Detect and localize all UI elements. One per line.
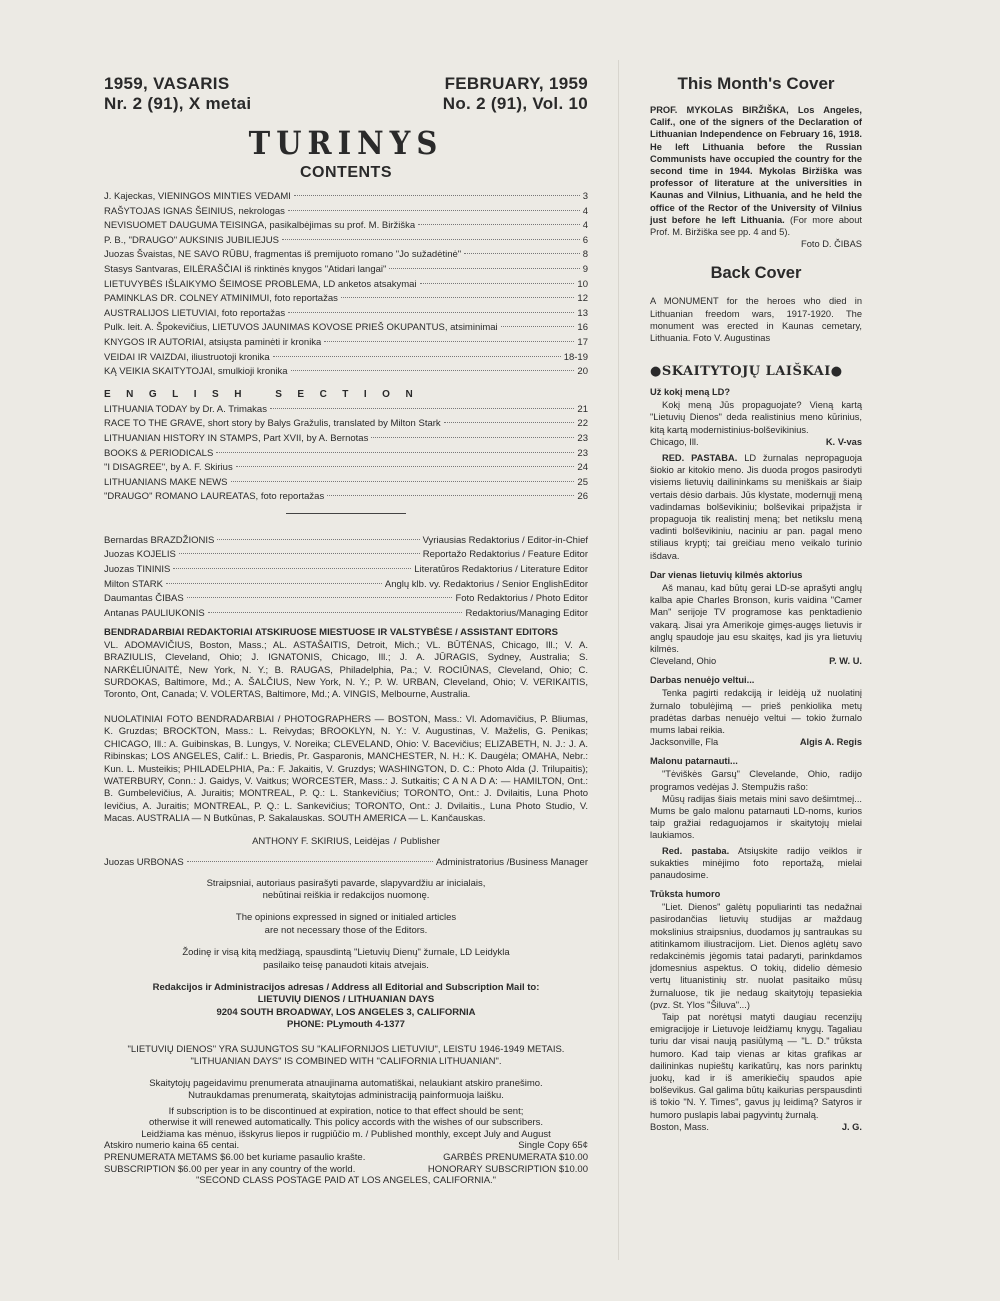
toc-entry-title: LITHUANIA TODAY by Dr. A. Trimakas (104, 403, 267, 415)
toc-entry-page: 4 (582, 205, 588, 217)
address-line: PHONE: PLymouth 4-1377 (287, 1019, 405, 1031)
dot-leader (324, 341, 574, 342)
editor-reply-label: Red. pastaba. (662, 845, 730, 856)
toc-entry-page: 4 (582, 220, 588, 232)
disclaimer-en-line: The opinions expressed in signed or initialed articles (235, 912, 457, 924)
assistant-editors-list: VL. ADOMAVIČIUS, Boston, Mass.; AL. ASTAŠAITIS, Detroit, Mich.; VL. BŪTĖNAS, Chicago, Ill.; V. A. BRAZIULIS, Cleveland, Ohio; J. IGNATONIS, Chicago, Ill.; J. A. JŪRAGIS, Sydney, Australia; S. NARKĖLIŪNAITĖ, New York, N. Y.; B. RAUGAS, Philadelphia, Pa.; V. ROCIŪNAS, Cleveland, Ohio; C. SURDOKAS, Baltimore, Md.; A. ŠALČIUS, New York, N. Y.; P. W. URBAN, Cleveland, Ohio; V. VERIKAITIS, Toronto, Ont, Canada; V. VOLERTAS, Baltimore, Md.; A. VINGIS, Melbourne, Australia. (104, 639, 588, 701)
single-copy-lt: Atskiro numerio kaina 65 centai. (104, 1140, 240, 1152)
address-line: Redakcijos ir Administracijos adresas / Address all Editorial and Subscription Mail to: (152, 981, 540, 993)
toc-entry-title: LITHUANIAN HISTORY IN STAMPS, Part XVII, by A. Bernotas (104, 432, 369, 444)
dot-leader (288, 210, 580, 211)
letter-place: Chicago, Ill. (650, 436, 699, 447)
toc-entry-title: NEVISUOMET DAUGUMA TEISINGA, pasikalbėjimas su prof. M. Biržiška (104, 220, 416, 232)
assistant-editors-heading: BENDRADARBIAI REDAKTORIAI ATSKIRUOSE MIESTUOSE IR VALSTYBĖSE / ASSISTANT EDITORS (104, 627, 558, 639)
toc-entry (104, 292, 588, 307)
toc-entry-title: P. B., "DRAUGO" AUKSINIS JUBILIEJUS (104, 234, 279, 246)
back-cover-photo-credit: Foto V. Augustinas (692, 333, 771, 344)
annual-en: SUBSCRIPTION $6.00 per year in any country of the world. (104, 1163, 356, 1175)
cover-description (650, 104, 862, 238)
toc-entry-page: 25 (577, 476, 588, 488)
letter-signature (650, 436, 862, 448)
letter-title: Trūksta humoro (650, 889, 721, 900)
rights-notice (104, 947, 588, 972)
dot-leader (341, 297, 575, 298)
back-cover-description: A MONUMENT for the heroes who died in Lithuanian freedom wars, 1917-1920. The monument was erected in Kaunas cemetary, Lithuania. (650, 296, 862, 344)
page-title: TURINYS (248, 124, 444, 162)
toc-entry-title: Pulk. leit. A. Špokevičius, LIETUVOS JAUNIMAS KOVOSE PRIEŠ OKUPANTUS, atsiminimai (104, 322, 498, 334)
toc-entry-page: 21 (577, 403, 588, 415)
english-section-heading: ENGLISH SECTION (104, 388, 429, 400)
honorary-lt: GARBĖS PRENUMERATA $10.00 (443, 1151, 588, 1163)
dot-leader (216, 452, 574, 453)
toc-entry (104, 336, 588, 351)
toc-entry (104, 190, 588, 205)
dot-leader (270, 408, 574, 409)
toc-entry (104, 278, 588, 293)
letter-body: Kokį meną Jūs propaguojate? Vieną kartą "Lietuvių Dienos" deda realistinius meno kūrinius, kitą kartą modernistinius-bolševikinius. (650, 400, 862, 435)
cover-note: (For more about Prof. M. Biržiška see pp. 4 and 5). (650, 214, 862, 238)
letter-signature (650, 655, 862, 667)
merger-line: "LITHUANIAN DAYS" IS COMBINED WITH "CALIFORNIA LITHUANIAN". (190, 1056, 502, 1067)
disclaimer-lt-line: nebūtinai reiškia ir redakcijos nuomonę. (262, 889, 430, 901)
photographers-list: NUOLATINIAI FOTO BENDRADARBIAI / PHOTOGRAPHERS — BOSTON, Mass.: Vl. Adomavičius, P. Bliumas, K. Gruzdas; BROCKTON, Mass.: L. Reivydas; BROOKLYN, N. Y.: V. Augustinas, V. Maželis, G. Penikas; CHICAGO, Ill.: A. Guibinskas, B. Lungys, V. Noreika; CLEVELAND, Ohio: V. Bacevičius; ELIZABETH, N. J.: J. A. Ribinskas; LOS ANGELES, Calif.: L. Briedis, Pr. Gasparonis, MANCHESTER, N. H.: K. Daugėla; OMAHA, Nebr.: Kun. L. Musteikis; PHILADELPHIA, Pa.: F. Jakaitis, V. Gruzdys; WASHINGTON, D. C.: Photo Alda (J. Trilupaitis); WATERBURY, Conn.: J. Gaidys, V. Vaitkus; WORCESTER, Mass.: J. Sutkaitis; C A N A D A: — HAMILTON, Ont.: B. Gumbelevičius, A. Juraitis; MONTREAL, P. Q.: L. Stankevičius; TORONTO, Ont.: J. Dvilaitis, Luna Photo Ievičius, A. Juraitis; MONTREAL, P. Q.: L. Sankevičius; TORONTO, Ont.: J. Dvilaitis., Luna Photo Studio, V. Macas. AUSTRALIA — N Butkūnas, P. Sakalauskas. SOUTH AMERICA — L. Kančauskas. (104, 713, 588, 825)
toc-entry (104, 417, 588, 432)
toc-entry-title: PAMINKLAS DR. COLNEY ATMINIMUI, foto reportažas (104, 293, 338, 305)
letter-author: P. W. U. (829, 656, 862, 667)
toc-entry-page: 13 (577, 307, 588, 319)
toc-entry-page: 10 (577, 278, 588, 290)
toc-entry (104, 351, 588, 366)
page-subtitle: CONTENTS (300, 164, 392, 181)
issue-number-en: No. 2 (91), Vol. 10 (442, 94, 588, 113)
toc-entry (104, 263, 588, 278)
letter-signature (650, 736, 862, 748)
toc-entry (104, 432, 588, 447)
toc-entry (104, 461, 588, 476)
dot-leader (166, 583, 382, 584)
issue-date-lt: 1959, VASARIS (104, 74, 230, 93)
letter-2 (650, 570, 862, 667)
address-line: 9204 SOUTH BROADWAY, LOS ANGELES 3, CALIFORNIA (216, 1006, 476, 1018)
dot-leader (187, 597, 453, 598)
toc-entry-title: KĄ VEIKIA SKAITYTOJAI, smulkioji kronika (104, 366, 288, 378)
toc-entry (104, 403, 588, 418)
rights-line: Žodinę ir visą kitą medžiagą, spausdintą "Lietuvių Dienų" žurnale, LD Leidykla (182, 947, 510, 959)
dot-leader (464, 253, 580, 254)
letter-place: Jacksonville, Fla (650, 737, 719, 748)
toc-entry-title: "I DISAGREE", by A. F. Skirius (104, 462, 233, 474)
business-manager-name: Juozas URBONAS (104, 856, 184, 868)
dot-leader (444, 422, 575, 423)
staff-role: Redaktorius/Managing Editor (465, 607, 588, 619)
staff-name: Juozas KOJELIS (104, 549, 176, 561)
toc-entry-page: 17 (577, 336, 588, 348)
subscription-line: otherwise it will renewed automatically. This policy accords with the wishes of our subscribers. (148, 1117, 544, 1129)
toc-entry-title: LITHUANIANS MAKE NEWS (104, 476, 228, 488)
publisher-name: ANTHONY F. SKIRIUS, Leidėjas (252, 835, 390, 847)
dot-leader (179, 553, 420, 554)
single-copy-en: Single Copy 65¢ (518, 1140, 588, 1152)
staff-role: Literatūros Redaktorius / Literature Editor (414, 564, 588, 576)
letter-author: J. G. (841, 1121, 862, 1132)
toc-entry (104, 321, 588, 336)
toc-entry-title: Juozas Švaistas, NE SAVO RŪBU, fragmentas iš premijuoto romano "Jo sužadėtinė" (104, 249, 462, 261)
business-manager-line (104, 857, 588, 868)
toc-entry-title: AUSTRALIJOS LIETUVIAI, foto reportažas (104, 307, 286, 319)
letter-author: Algis A. Regis (799, 737, 862, 748)
dot-leader (327, 495, 574, 496)
cover-text: PROF. MYKOLAS BIRŽIŠKA, Los Angeles, Calif., one of the signers of the Declaration of Lithuanian Independence on February 16, 1918. He left Lithuania before the Russian Communists have occupied the country for the second time in 1944. Mykolas Biržiška was professor of literature at the universities in Kaunas and Vilnius, Lithuania, and he held the office of the Rector of the University of Vilnius just before he left Lithuania. (650, 105, 862, 225)
subscription-line: Nutraukdamas prenumeratą, skaitytojas administraciją painformuoja laišku. (188, 1090, 504, 1101)
disclaimer-lt-line: Straipsniai, autoriaus pasirašyti pavarde, slapyvardžiu ar inicialais, (206, 877, 486, 889)
dot-leader (231, 481, 575, 482)
staff-name: Daumantas ČIBAS (104, 593, 184, 605)
letters-heading: ●SKAITYTOJŲ LAIŠKAI● (650, 364, 843, 380)
letter-body: Aš manau, kad būtų gerai LD-se aprašyti anglų kalba apie Charles Bronson, kuris vaidina "Camer Man" serijoje TV programose kas penktadienio vakarą. Jisai yra Amerikoje gimęs-augęs lietuvis ir anglų spaudoje jau esu skaitęs, kad jis yra lietuvių kilmės. (650, 582, 862, 654)
toc-entry-page: 24 (577, 462, 588, 474)
dot-leader (208, 612, 463, 613)
toc-entry-title: J. Kajeckas, VIENINGOS MINTIES VEDAMI (104, 191, 291, 202)
back-cover-text (650, 295, 862, 344)
toc-entry-page: 9 (582, 263, 588, 275)
dot-leader (291, 370, 575, 371)
staff-name: Bernardas BRAZDŽIONIS (104, 534, 215, 546)
staff-entry (104, 563, 588, 578)
contents-column (104, 74, 588, 1187)
subscription-line: Skaitytojų pageidavimu prenumerata atnaujinama automatiškai, nelaukiant atskiro pranešimo. (149, 1078, 543, 1090)
toc-entry-page: 20 (577, 366, 588, 378)
mailing-address (104, 982, 588, 1032)
letter-body-continued: Mūsų radijas šiais metais mini savo dešimtmeį... Mums be galo malonu patarnauti LD-noms, kurios taip gražiai redaguojamos ir skaitytojų mielai laukiamos. (650, 793, 862, 841)
toc-entry-page: 16 (577, 322, 588, 334)
toc-entry-page: 6 (582, 234, 588, 246)
letter-title: Už kokį meną LD? (650, 387, 731, 398)
letter-1 (650, 387, 862, 562)
price-row (104, 1152, 588, 1164)
merger-notice (104, 1044, 588, 1069)
issue-number-lt: Nr. 2 (91), X metai (104, 94, 252, 113)
table-of-contents (104, 190, 588, 380)
dot-leader (288, 312, 574, 313)
postage-notice: "SECOND CLASS POSTAGE PAID AT LOS ANGELES, CALIFORNIA." (195, 1175, 497, 1187)
staff-list (104, 534, 588, 622)
annual-lt: PRENUMERATA METAMS $6.00 bet kuriame pasaulio krašte. (104, 1151, 366, 1163)
toc-entry (104, 365, 588, 380)
dot-leader (217, 539, 419, 540)
toc-entry-title: Stasys Santvaras, EILĖRAŠČIAI iš rinktinės knygos "Atidari langai" (104, 263, 387, 275)
subscription-line: Leidžiama kas mėnuo, išskyrus liepos ir rugpiūčio m. / Published monthly, except July and August (141, 1128, 551, 1140)
staff-role: Anglų klb. vy. Redaktorius / Senior EnglishEditor (384, 578, 588, 590)
letter-4 (650, 756, 862, 881)
toc-entry (104, 447, 588, 462)
toc-entry-page: 23 (577, 447, 588, 459)
staff-entry (104, 607, 588, 622)
dot-leader (420, 283, 575, 284)
cover-heading: This Month's Cover (677, 74, 835, 93)
toc-entry-title: "DRAUGO" ROMANO LAUREATAS, foto reportažas (104, 491, 325, 503)
dot-leader (273, 356, 561, 357)
letter-body: Tenka pagirti redakciją ir leidėją už nuolatinį žurnalo tobulėjimą — prieš penkiolika metų pradėtas darbas nenuėjo veltui — tokio žurnalo mums labai reikia. (650, 688, 862, 735)
toc-entry (104, 234, 588, 249)
toc-entry (104, 490, 588, 505)
letter-author: K. V-vas (825, 436, 862, 447)
toc-entry-page: 8 (582, 249, 588, 261)
toc-entry (104, 307, 588, 322)
toc-entry-title: RAŠYTOJAS IGNAS ŠEINIUS, nekrologas (104, 205, 285, 217)
letter-5 (650, 889, 862, 1133)
dot-leader (389, 268, 579, 269)
editor-reply-label: RED. PASTABA. (662, 453, 738, 464)
disclaimer-en-line: are not necessary those of the Editors. (264, 924, 428, 936)
back-cover-heading: Back Cover (710, 264, 802, 283)
cover-photo-credit: Foto D. ČIBAS (801, 239, 862, 250)
toc-entry-page: 3 (582, 191, 588, 202)
separator-line (286, 513, 406, 514)
staff-role: Foto Redaktorius / Photo Editor (455, 593, 588, 605)
price-row (104, 1164, 588, 1176)
letter-signature (650, 1121, 862, 1133)
letter-body-continued: Taip pat norėtųsi matyti daugiau recenzijų emigracijoje ir Lietuvoje leidžiamų knygų. Tagaliau turiu dar visai naują pasiūlymą — "L. D." trūksta humoro. Kad taip vienas ar kitas grafikas ar dailininkas nupieštų karikatūrų, kas nors parinktų juokų, kad ir iš amerikiečių spaudos apie bolševikus. Gal galima būtų kaikurias perspausdinti iš tokio "N. Y. Times", gavus jų leidimą? Satyros ir humoro puslapis labai pagyvintų žurnalą. (650, 1011, 862, 1120)
staff-name: Milton STARK (104, 578, 163, 590)
business-manager-role: Administratorius /Business Manager (435, 856, 588, 868)
dot-leader (418, 224, 580, 225)
dot-leader (501, 326, 575, 327)
letter-title: Darbas nenuėjo veltui... (650, 675, 755, 686)
letter-body: "Tėviškės Garsų" Clevelande, Ohio, radijo programos vedėjas J. Stempužis rašo: (650, 769, 862, 792)
merger-line: "LIETUVIŲ DIENOS" YRA SUJUNGTOS SU "KALIFORNIJOS LIETUVIU", LEISTU 1946-1949 METAIS. (127, 1043, 565, 1055)
toc-entry-title: RACE TO THE GRAVE, short story by Balys Gražulis, translated by Milton Stark (104, 418, 441, 430)
issue-header (104, 74, 588, 114)
issue-header-lt (104, 74, 251, 114)
disclaimer-en (104, 912, 588, 937)
toc-entry-title: VEIDAI IR VAIZDAI, iliustruotoji kronika (104, 351, 270, 363)
column-divider (618, 60, 619, 1260)
letter-title: Dar vienas lietuvių kilmės aktorius (650, 569, 803, 580)
staff-entry (104, 578, 588, 593)
staff-entry (104, 534, 588, 549)
dot-leader (236, 466, 575, 467)
toc-entry-title: BOOKS & PERIODICALS (104, 447, 214, 459)
toc-entry-title: KNYGOS IR AUTORIAI, atsiųsta paminėti ir kronika (104, 336, 322, 348)
publisher-line: ANTHONY F. SKIRIUS, Leidėjas / Publisher (252, 835, 440, 847)
toc-entry-page: 18-19 (563, 351, 588, 363)
honorary-en: HONORARY SUBSCRIPTION $10.00 (427, 1163, 588, 1175)
toc-entry-page: 12 (577, 293, 588, 305)
toc-entry (104, 248, 588, 263)
staff-name: Antanas PAULIUKONIS (104, 607, 205, 619)
dot-leader (173, 568, 411, 569)
staff-entry (104, 592, 588, 607)
issue-header-en (443, 74, 588, 114)
subscription-info (104, 1078, 588, 1186)
staff-entry (104, 548, 588, 563)
letter-body: "Liet. Dienos" galėtų populiarinti tas nedažnai pasirodančias lietuvių studijas ar maždaug mokslinius straipsnius, duodamos jų santraukas su atitinkamom iliustracijom. Liet. Dienos aglėtų savo redakcinėmis jėgomis tatai padaryti, parinkdamos įdomesnius aspektus. O tokių, didelio dėmesio vertų lituanistinių str. nuolat pasitaiko mūsų žurnaluose, tik jie nedaug skaitytojų tepasiekia (pvz. St. Ylos "Šiluva"...) (650, 902, 862, 1010)
issue-date-en: FEBRUARY, 1959 (444, 74, 588, 93)
toc-entry-page: 22 (577, 418, 588, 430)
dot-leader (371, 437, 574, 438)
toc-entry-title: LIETUVYBĖS IŠLAIKYMO ŠEIMOSE PROBLEMA, LD anketos atsakymai (104, 278, 417, 290)
subscription-line: If subscription is to be discontinued at expiration, notice to that effect should be sent; (168, 1105, 524, 1117)
price-row (104, 1140, 588, 1152)
dot-leader (294, 195, 580, 196)
toc-entry (104, 219, 588, 234)
toc-entry (104, 476, 588, 491)
staff-name: Juozas TININIS (104, 564, 171, 576)
toc-entry-page: 26 (577, 491, 588, 503)
letter-title: Malonu patarnauti... (650, 756, 738, 767)
editor-reply (650, 452, 862, 562)
toc-entry-page: 23 (577, 432, 588, 444)
rights-line: pasilaiko teisę panaudoti kitais atvejais. (263, 959, 429, 971)
letter-place: Cleveland, Ohio (650, 656, 717, 667)
letter-3 (650, 675, 862, 748)
editor-reply-text: LD žurnalas nepropaguoja šiokio ar kitokio meno. Jis duoda progos pasirodyti visiems lietuvių dailininkams su meniškais ar šiaip vertais dėsio darbais. Jūs klystate, modernųjį meną vadindamas bolševikiniu; bolševikai pripažįsta ir propaguoja tik realistinį meną; bet netikslu meną vadinti bolševikiniu, naciniu ar pan. pagal meno stiliaus kryptį; tai greičiau meno veikalo turinio išdava. (650, 453, 862, 561)
toc-entry (104, 205, 588, 220)
editor-reply (650, 845, 862, 882)
letter-place: Boston, Mass. (650, 1121, 709, 1132)
sidebar-column (650, 74, 862, 1133)
publisher-role: Publisher (400, 835, 440, 847)
staff-role: Vyriausias Redaktorius / Editor-in-Chief (422, 534, 588, 546)
staff-role: Reportažo Redaktorius / Feature Editor (422, 549, 588, 561)
english-contents (104, 403, 588, 505)
dot-leader (282, 239, 580, 240)
editor-reply-text: Atsiųskite radijo veiklos ir sukakties minėjimo foto reportažą, mielai panaudosime. (650, 845, 862, 880)
disclaimer-lt (104, 878, 588, 903)
address-line: LIETUVIŲ DIENOS / LITHUANIAN DAYS (257, 994, 435, 1006)
